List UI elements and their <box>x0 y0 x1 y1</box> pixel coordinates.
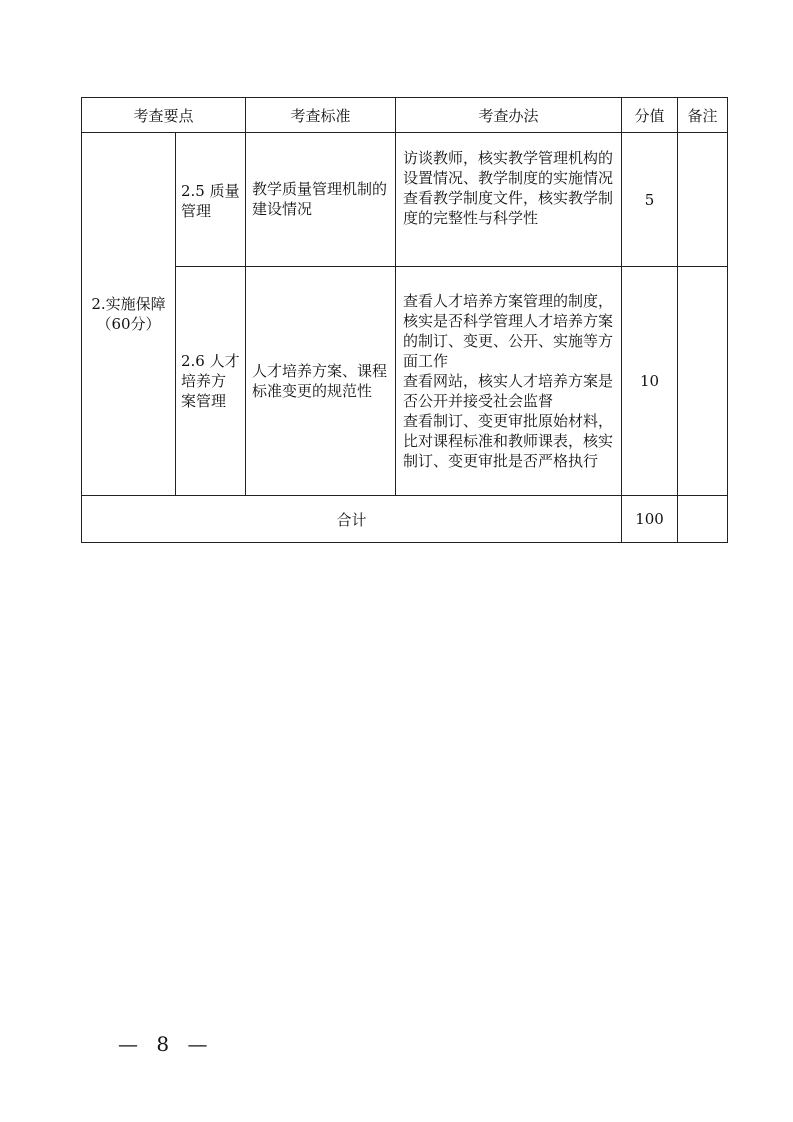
header-remark: 备注 <box>678 98 728 133</box>
method-line: 查看人才培养方案管理的制度，核实是否科学管理人才培养方案的制订、变更、公开、实施等方面工作 <box>403 292 614 370</box>
header-point: 考查要点 <box>82 98 246 133</box>
page-number: — 8 — <box>118 1032 214 1056</box>
group-name: 2.实施保障 <box>91 295 166 313</box>
group-score: （60分） <box>96 315 161 333</box>
header-method: 考查办法 <box>396 98 622 133</box>
method-line: 访谈教师，核实教学管理机构的设置情况、教学制度的实施情况 <box>403 149 614 187</box>
total-row <box>82 496 728 543</box>
total-label: 合计 <box>82 496 622 543</box>
sub-point-cell: 2.6 人才培养方案管理 <box>176 267 246 496</box>
remark-cell <box>678 133 728 267</box>
header-standard: 考查标准 <box>246 98 396 133</box>
method-line: 查看网站，核实人才培养方案是否公开并接受社会监督 <box>403 372 614 410</box>
assessment-table <box>81 97 728 543</box>
standard-cell: 教学质量管理机制的建设情况 <box>246 133 396 267</box>
table-header-row <box>82 98 728 133</box>
method-cell <box>396 133 622 267</box>
total-score: 100 <box>622 496 678 543</box>
remark-cell <box>678 267 728 496</box>
sub-point-cell: 2.5 质量管理 <box>176 133 246 267</box>
standard-cell: 人才培养方案、课程标准变更的规范性 <box>246 267 396 496</box>
total-remark <box>678 496 728 543</box>
table-row <box>82 133 728 267</box>
method-line: 查看制订、变更审批原始材料，比对课程标准和教师课表，核实制订、变更审批是否严格执行 <box>403 412 614 470</box>
group-cell <box>82 133 176 496</box>
score-cell: 5 <box>622 133 678 267</box>
method-cell <box>396 267 622 496</box>
header-score: 分值 <box>622 98 678 133</box>
table-row <box>82 267 728 496</box>
score-cell: 10 <box>622 267 678 496</box>
method-line: 查看教学制度文件，核实教学制度的完整性与科学性 <box>403 189 614 227</box>
